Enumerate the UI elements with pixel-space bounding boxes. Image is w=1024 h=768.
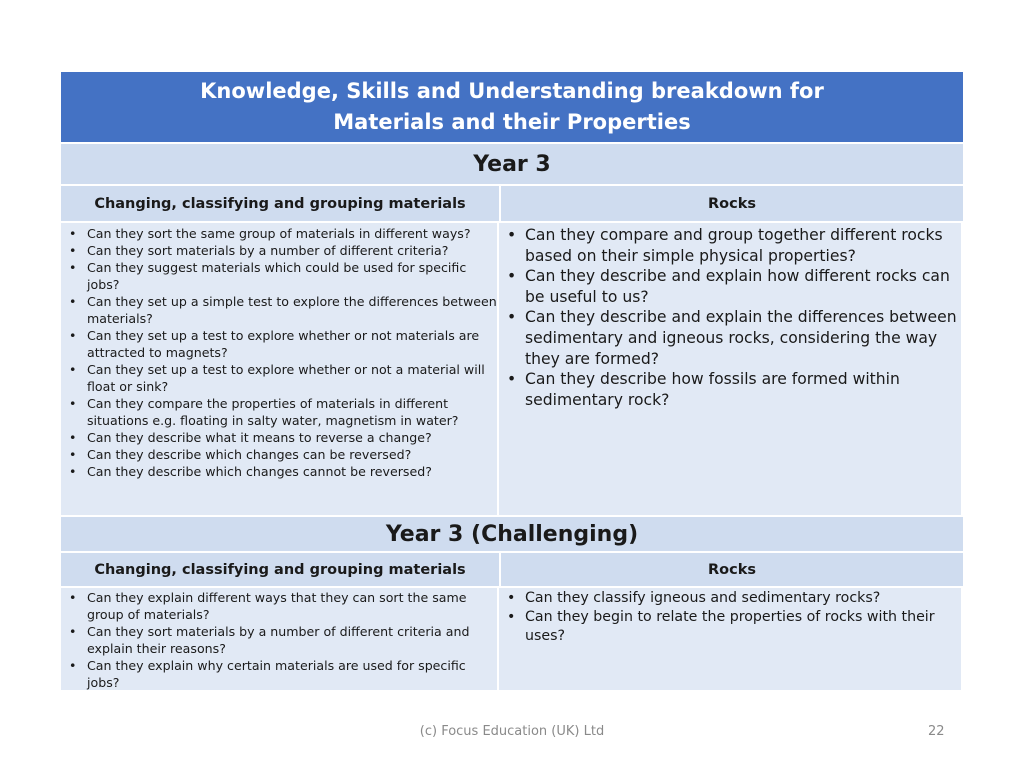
year-3-heading: Year 3 — [61, 144, 963, 186]
list-item: • Can they classify igneous and sedimentary rocks? — [499, 589, 961, 608]
list-item: • Can they describe what it means to reverse a change? — [61, 429, 497, 446]
list-item: • Can they explain different ways that they can sort the same group of materials? — [61, 589, 497, 623]
year-3-column-headers — [61, 186, 963, 223]
challenging-materials-cell — [61, 588, 499, 690]
list-item: • Can they suggest materials which could be used for specific jobs? — [61, 259, 497, 293]
list-item: • Can they describe and explain how different rocks can be useful to us? — [499, 266, 961, 307]
list-item: • Can they set up a test to explore whether or not a material will float or sink? — [61, 361, 497, 395]
challenging-right-header: Rocks — [501, 553, 963, 586]
year-3-challenging-column-headers — [61, 553, 963, 588]
year-3-body-row — [61, 223, 963, 517]
list-item: • Can they sort materials by a number of different criteria? — [61, 242, 497, 259]
challenging-left-header: Changing, classifying and grouping materials — [61, 553, 501, 586]
list-item: • Can they set up a simple test to explore the differences between materials? — [61, 293, 497, 327]
list-item: • Can they describe which changes cannot be reversed? — [61, 463, 497, 480]
year-3-challenging-heading: Year 3 (Challenging) — [61, 517, 963, 553]
footer-copyright: (c) Focus Education (UK) Ltd — [419, 724, 605, 739]
list-item: • Can they compare and group together different rocks based on their simple physical properties? — [499, 225, 961, 266]
challenging-rocks-list — [499, 589, 961, 646]
list-item: • Can they compare the properties of materials in different situations e.g. floating in salty water, magnetism in water? — [61, 395, 497, 429]
list-item: • Can they sort materials by a number of different criteria and explain their reasons? — [61, 623, 497, 657]
table-title — [61, 72, 963, 144]
challenging-rocks-cell — [499, 588, 961, 690]
page-number: 22 — [928, 724, 945, 739]
year-3-rocks-cell — [499, 223, 961, 515]
year-3-rocks-list — [499, 225, 961, 410]
year-3-materials-cell — [61, 223, 499, 515]
title-line-1: Knowledge, Skills and Understanding breakdown for — [200, 79, 824, 103]
list-item: • Can they sort the same group of materials in different ways? — [61, 225, 497, 242]
list-item: • Can they set up a test to explore whether or not materials are attracted to magnets? — [61, 327, 497, 361]
title-line-2: Materials and their Properties — [333, 110, 691, 134]
list-item: • Can they begin to relate the properties of rocks with their uses? — [499, 608, 961, 646]
list-item: • Can they describe which changes can be reversed? — [61, 446, 497, 463]
ksu-table — [61, 72, 963, 690]
year-3-challenging-body-row — [61, 588, 963, 690]
challenging-materials-list — [61, 589, 497, 691]
list-item: • Can they explain why certain materials are used for specific jobs? — [61, 657, 497, 691]
list-item: • Can they describe and explain the differences between sedimentary and igneous rocks, considering the way they are formed? — [499, 307, 961, 369]
list-item: • Can they describe how fossils are formed within sedimentary rock? — [499, 369, 961, 410]
year-3-right-header: Rocks — [501, 186, 963, 221]
year-3-materials-list — [61, 225, 497, 480]
year-3-left-header: Changing, classifying and grouping materials — [61, 186, 501, 221]
